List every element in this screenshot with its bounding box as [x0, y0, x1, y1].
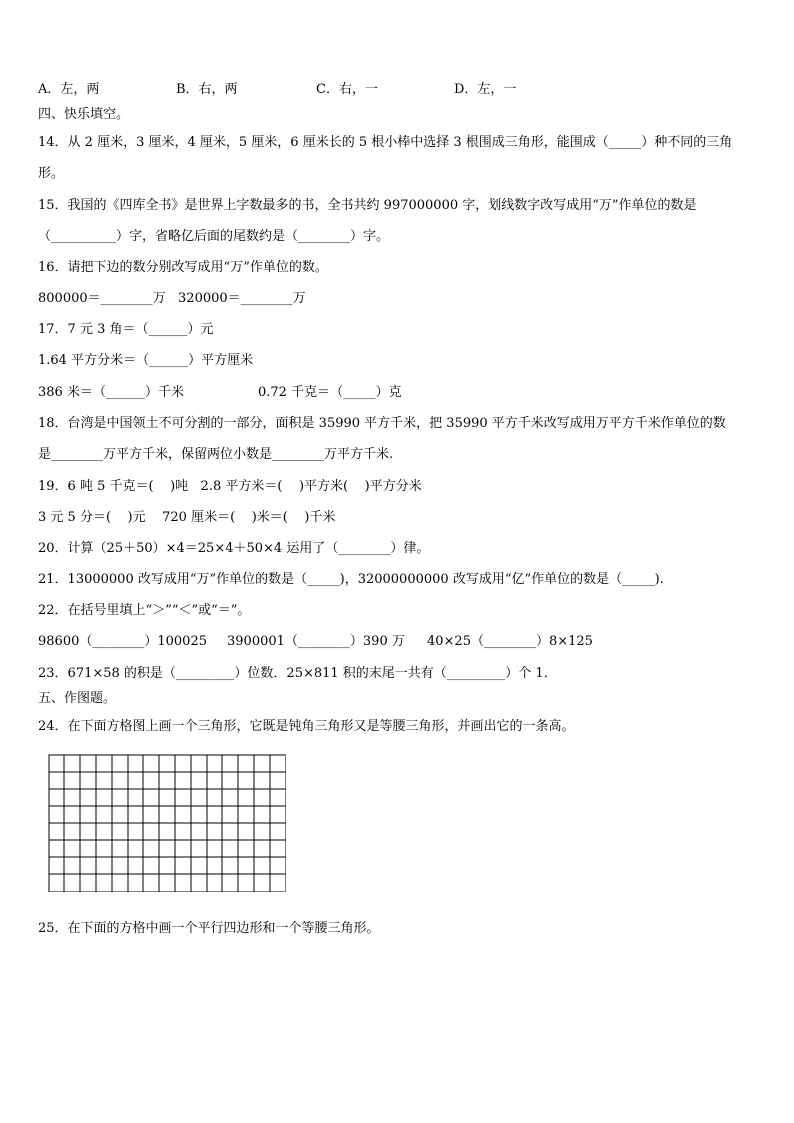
question-22-line2a: 98600（________）100025: [38, 634, 207, 649]
question-17-line1: 17．7 元 3 角＝（______）元: [38, 322, 214, 337]
question-19-line1: 19．6 吨 5 千克＝( )吨 2.8 平方米＝( )平方米( )平方分米: [38, 479, 422, 494]
question-23: 23．671×58 的积是（_________）位数．25×811 积的末尾一共有（_________）个 1．: [38, 666, 557, 681]
question-17-line3a: 386 米＝（______）千米: [38, 385, 184, 400]
question-22-line2b: 3900001（________）390 万: [227, 634, 405, 649]
question-22-line1: 22．在括号里填上“＞”“＜”或“＝”。: [38, 603, 251, 618]
question-18-line1: 18．台湾是中国领土不可分割的一部分，面积是 35990 平方千米，把 35990 平方千米改写成用万平方千米作单位的数: [38, 416, 726, 431]
question-14-line2: 形。: [38, 166, 65, 181]
question-16-line2: 800000＝________万 320000＝________万: [38, 291, 306, 306]
option-b: B．右，两: [176, 82, 238, 97]
question-16-line1: 16．请把下边的数分别改写成用“万”作单位的数。: [38, 260, 328, 275]
option-d: D．左，一: [454, 82, 517, 97]
question-19-line2: 3 元 5 分＝( )元 720 厘米＝( )米＝( )千米: [38, 510, 336, 525]
question-22-line2c: 40×25（________）8×125: [427, 634, 593, 649]
question-15-line1: 15．我国的《四库全书》是世界上字数最多的书，全书共约 997000000 字，划线数字改写成用“万”作单位的数是: [38, 198, 697, 213]
question-14-line1: 14．从 2 厘米，3 厘米，4 厘米，5 厘米，6 厘米长的 5 根小棒中选择 3 根围成三角形，能围成（_____）种不同的三角: [38, 135, 733, 150]
question-17-line2: 1.64 平方分米＝（______）平方厘米: [38, 353, 254, 368]
question-15-line2: （__________）字，省略亿后面的尾数约是（________）字。: [38, 229, 390, 244]
question-25: 25．在下面的方格中画一个平行四边形和一个等腰三角形。: [38, 921, 380, 936]
option-a: A．左，两: [38, 82, 100, 97]
section-5-title: 五、作图题。: [38, 691, 117, 706]
question-18-line2: 是________万平方千米，保留两位小数是________万平方千米.: [38, 447, 394, 462]
section-4-title: 四、快乐填空。: [38, 107, 130, 122]
option-c: C．右，一: [316, 82, 378, 97]
question-24: 24．在下面方格图上画一个三角形，它既是钝角三角形又是等腰三角形，并画出它的一条高。: [38, 719, 575, 734]
drawing-grid: [48, 754, 286, 892]
question-20: 20．计算（25＋50）×4＝25×4＋50×4 运用了（________）律。: [38, 541, 430, 556]
question-21: 21．13000000 改写成用“万”作单位的数是（_____)，32000000000 改写成用“亿”作单位的数是（_____).: [38, 572, 664, 587]
question-17-line3b: 0.72 千克＝（_____）克: [258, 385, 402, 400]
